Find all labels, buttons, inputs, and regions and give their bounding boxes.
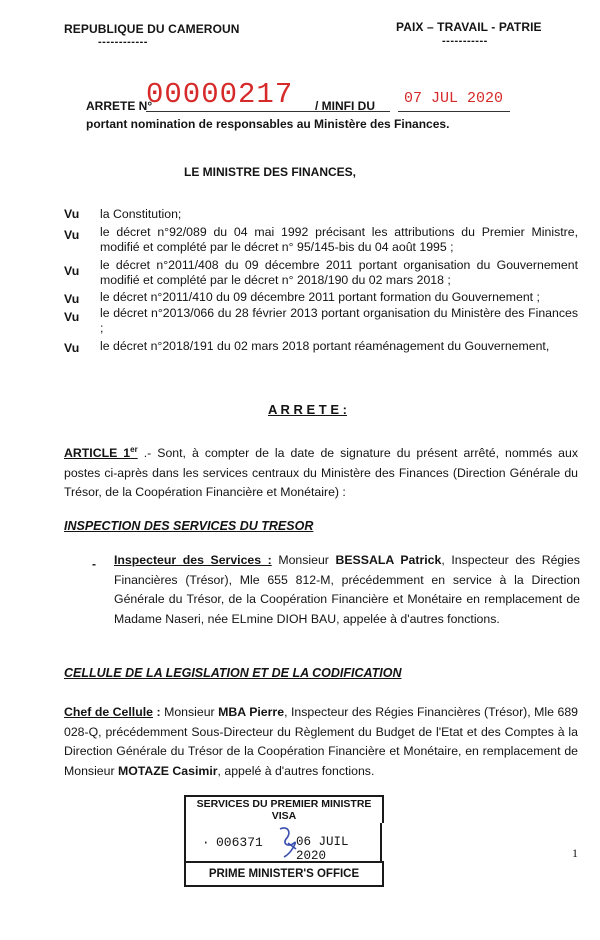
page-number: 1	[572, 846, 578, 860]
inspecteur-role: Inspecteur des Services :	[114, 553, 272, 567]
article-1-text: Sont, à compter de la date de signature du présent arrêté, nommés aux postes ci-après dans les services centraux du Ministère des Finances (Direction Générale du Trésor, de la Coopération Financière et Monétaire) :	[64, 446, 578, 500]
section-legislation-text-end: , appelé à d'autres fonctions.	[217, 763, 375, 778]
republic-dashes: ------------	[98, 36, 148, 48]
vu-item: le décret n°2011/410 du 09 décembre 2011 portant formation du Gouvernement ;	[100, 290, 540, 304]
motto-dashes: -----------	[442, 35, 488, 47]
article-1-dash: .-	[137, 446, 152, 461]
article-1	[64, 440, 578, 503]
vu-item: le décret n°2011/408 du 09 décembre 2011 portant organisation du Gouvernement modifié et complété par le décret n° 2018/190 du 02 mars 2018 ;	[100, 258, 578, 287]
vu-item: la Constitution;	[100, 207, 182, 221]
vu-item: le décret n°92/089 du 04 mai 1992 précisant les attributions du Premier Ministre, modifié et complété par le décret n° 95/145-bis du 04 août 1995 ;	[100, 225, 578, 254]
chef-colon: :	[152, 705, 161, 719]
section-inspection-text: , Inspecteur des Régies Financières (Trésor), Mle 655 812-M, précédemment en service à la Direction Générale du Trésor, de la Coopération Financière et Monétaire en remplacement de Madame Naseri, née ELmine DIOH BAU, appelée à d'autres fonctions.	[114, 553, 580, 626]
article-1-label-text: ARTICLE 1	[64, 446, 131, 461]
vu-label: Vu	[64, 207, 80, 221]
vu-item: le décret n°2013/066 du 28 février 2013 portant organisation du Ministère des Finances ;	[100, 306, 578, 335]
monsieur-label: Monsieur	[164, 705, 215, 719]
stamp-header-box	[184, 795, 384, 823]
stamp-footer: PRIME MINISTER'S OFFICE	[208, 868, 360, 880]
section-inspection-body	[114, 551, 580, 629]
section-legislation-body	[64, 703, 578, 781]
arrete-number-line	[86, 78, 526, 114]
section-inspection-title: INSPECTION DES SERVICES DU TRESOR	[64, 519, 314, 533]
motto-title: PAIX – TRAVAIL - PATRIE	[396, 20, 542, 34]
vu-label: Vu	[64, 341, 80, 355]
person-name: MBA Pierre	[218, 705, 285, 719]
stamp-date: 06 JUIL 2020	[296, 835, 349, 863]
article-1-sup: er	[130, 445, 138, 454]
vu-label: Vu	[64, 292, 80, 306]
stamp-bullet: ·	[202, 836, 210, 850]
arrete-middle: / MINFI DU	[315, 99, 375, 113]
arrete-date: 07 JUL 2020	[404, 90, 504, 107]
visa-stamp	[184, 795, 384, 891]
bullet-dash: -	[92, 557, 96, 571]
section-legislation-text: , Inspecteur des Régies Financières (Trésor), Mle 689 028-Q, précédemment Sous-Directeur du Règlement du Budget de l'Etat et des Comptes à la Direction Générale du Trésor de la Coopération Financière et Monétaire, en remplacement de Monsieur	[64, 705, 578, 778]
minister-title: LE MINISTRE DES FINANCES,	[184, 165, 357, 179]
arrete-number: 00000217	[146, 78, 294, 111]
republic-title: REPUBLIQUE DU CAMEROUN	[64, 22, 240, 36]
person-name: MOTAZE Casimir	[118, 763, 218, 778]
stamp-line1: SERVICES DU PREMIER MINISTRE	[196, 798, 372, 810]
stamp-line2: VISA	[271, 810, 297, 822]
article-1-label	[64, 446, 138, 460]
monsieur-label: Monsieur	[278, 553, 329, 567]
vu-label: Vu	[64, 228, 80, 242]
person-name: BESSALA Patrick	[335, 553, 442, 567]
section-legislation-title: CELLULE DE LA LEGISLATION ET DE LA CODIFICATION	[64, 666, 402, 680]
arrete-date-underline	[398, 111, 510, 112]
arrete-prefix: ARRETE N°	[86, 99, 153, 113]
vu-label: Vu	[64, 310, 80, 324]
arrete-subtitle: portant nomination de responsables au Ministère des Finances.	[86, 117, 450, 131]
vu-label: Vu	[64, 264, 80, 278]
stamp-number: 006371	[216, 835, 263, 850]
stamp-left-border	[184, 823, 186, 861]
stamp-footer-box	[184, 861, 384, 887]
arrete-heading: A R R E T E :	[268, 402, 347, 417]
chef-role: Chef de Cellule	[64, 705, 153, 719]
vu-item: le décret n°2018/191 du 02 mars 2018 portant réaménagement du Gouvernement,	[100, 339, 550, 353]
